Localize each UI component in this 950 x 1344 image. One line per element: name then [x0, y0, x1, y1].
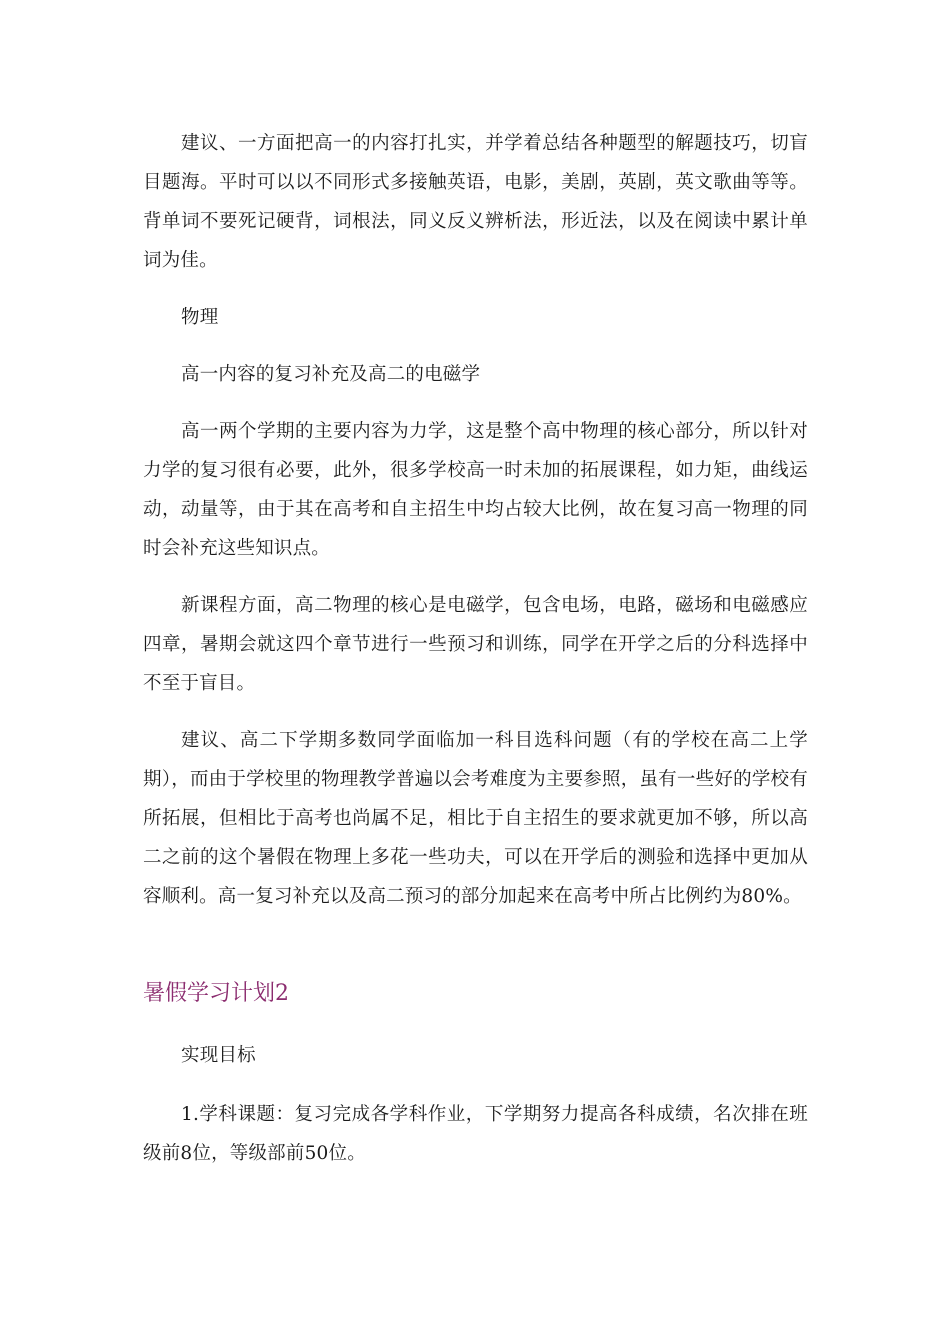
section-title-physics: 物理 — [181, 307, 219, 328]
paragraph-physics-new-course: 新课程方面，高二物理的核心是电磁学，包含电场，电路，磁场和电磁感应四章，暑期会就这四个章节进行一些预习和训练，同学在开学之后的分科选择中不至于盲目。 — [143, 595, 808, 694]
section-title-goals: 实现目标 — [181, 1045, 256, 1066]
paragraph-physics-review: 高一两个学期的主要内容为力学，这是整个高中物理的核心部分，所以针对力学的复习很有必要，此外，很多学校高一时未加的拓展课程，如力矩，曲线运动，动量等，由于其在高考和自主招生中均占较大比例，故在复习高一物理的同时会补充这些知识点。 — [143, 421, 808, 559]
section-subtitle-physics: 高一内容的复习补充及高二的电磁学 — [181, 364, 481, 385]
heading-summer-plan-2: 暑假学习计划2 — [143, 981, 289, 1006]
document-page — [143, 124, 808, 1173]
paragraph-physics-advice: 建议、高二下学期多数同学面临加一科目选科问题（有的学校在高二上学期），而由于学校里的物理教学普遍以会考难度为主要参照，虽有一些好的学校有所拓展，但相比于高考也尚属不足，相比于自主招生的要求就更加不够，所以高二之前的这个暑假在物理上多花一些功夫，可以在开学后的测验和选择中更加从容顺利。高一复习补充以及高二预习的部分加起来在高考中所占比例约为80%。 — [143, 730, 808, 907]
paragraph-goal-1: 1.学科课题：复习完成各学科作业，下学期努力提高各科成绩，名次排在班级前8位，等级部前50位。 — [143, 1104, 808, 1164]
paragraph-english-advice: 建议、一方面把高一的内容打扎实，并学着总结各种题型的解题技巧，切盲目题海。平时可以以不同形式多接触英语，电影，美剧，英剧，英文歌曲等等。背单词不要死记硬背，词根法，同义反义辨析法，形近法，以及在阅读中累计单词为佳。 — [143, 133, 808, 271]
